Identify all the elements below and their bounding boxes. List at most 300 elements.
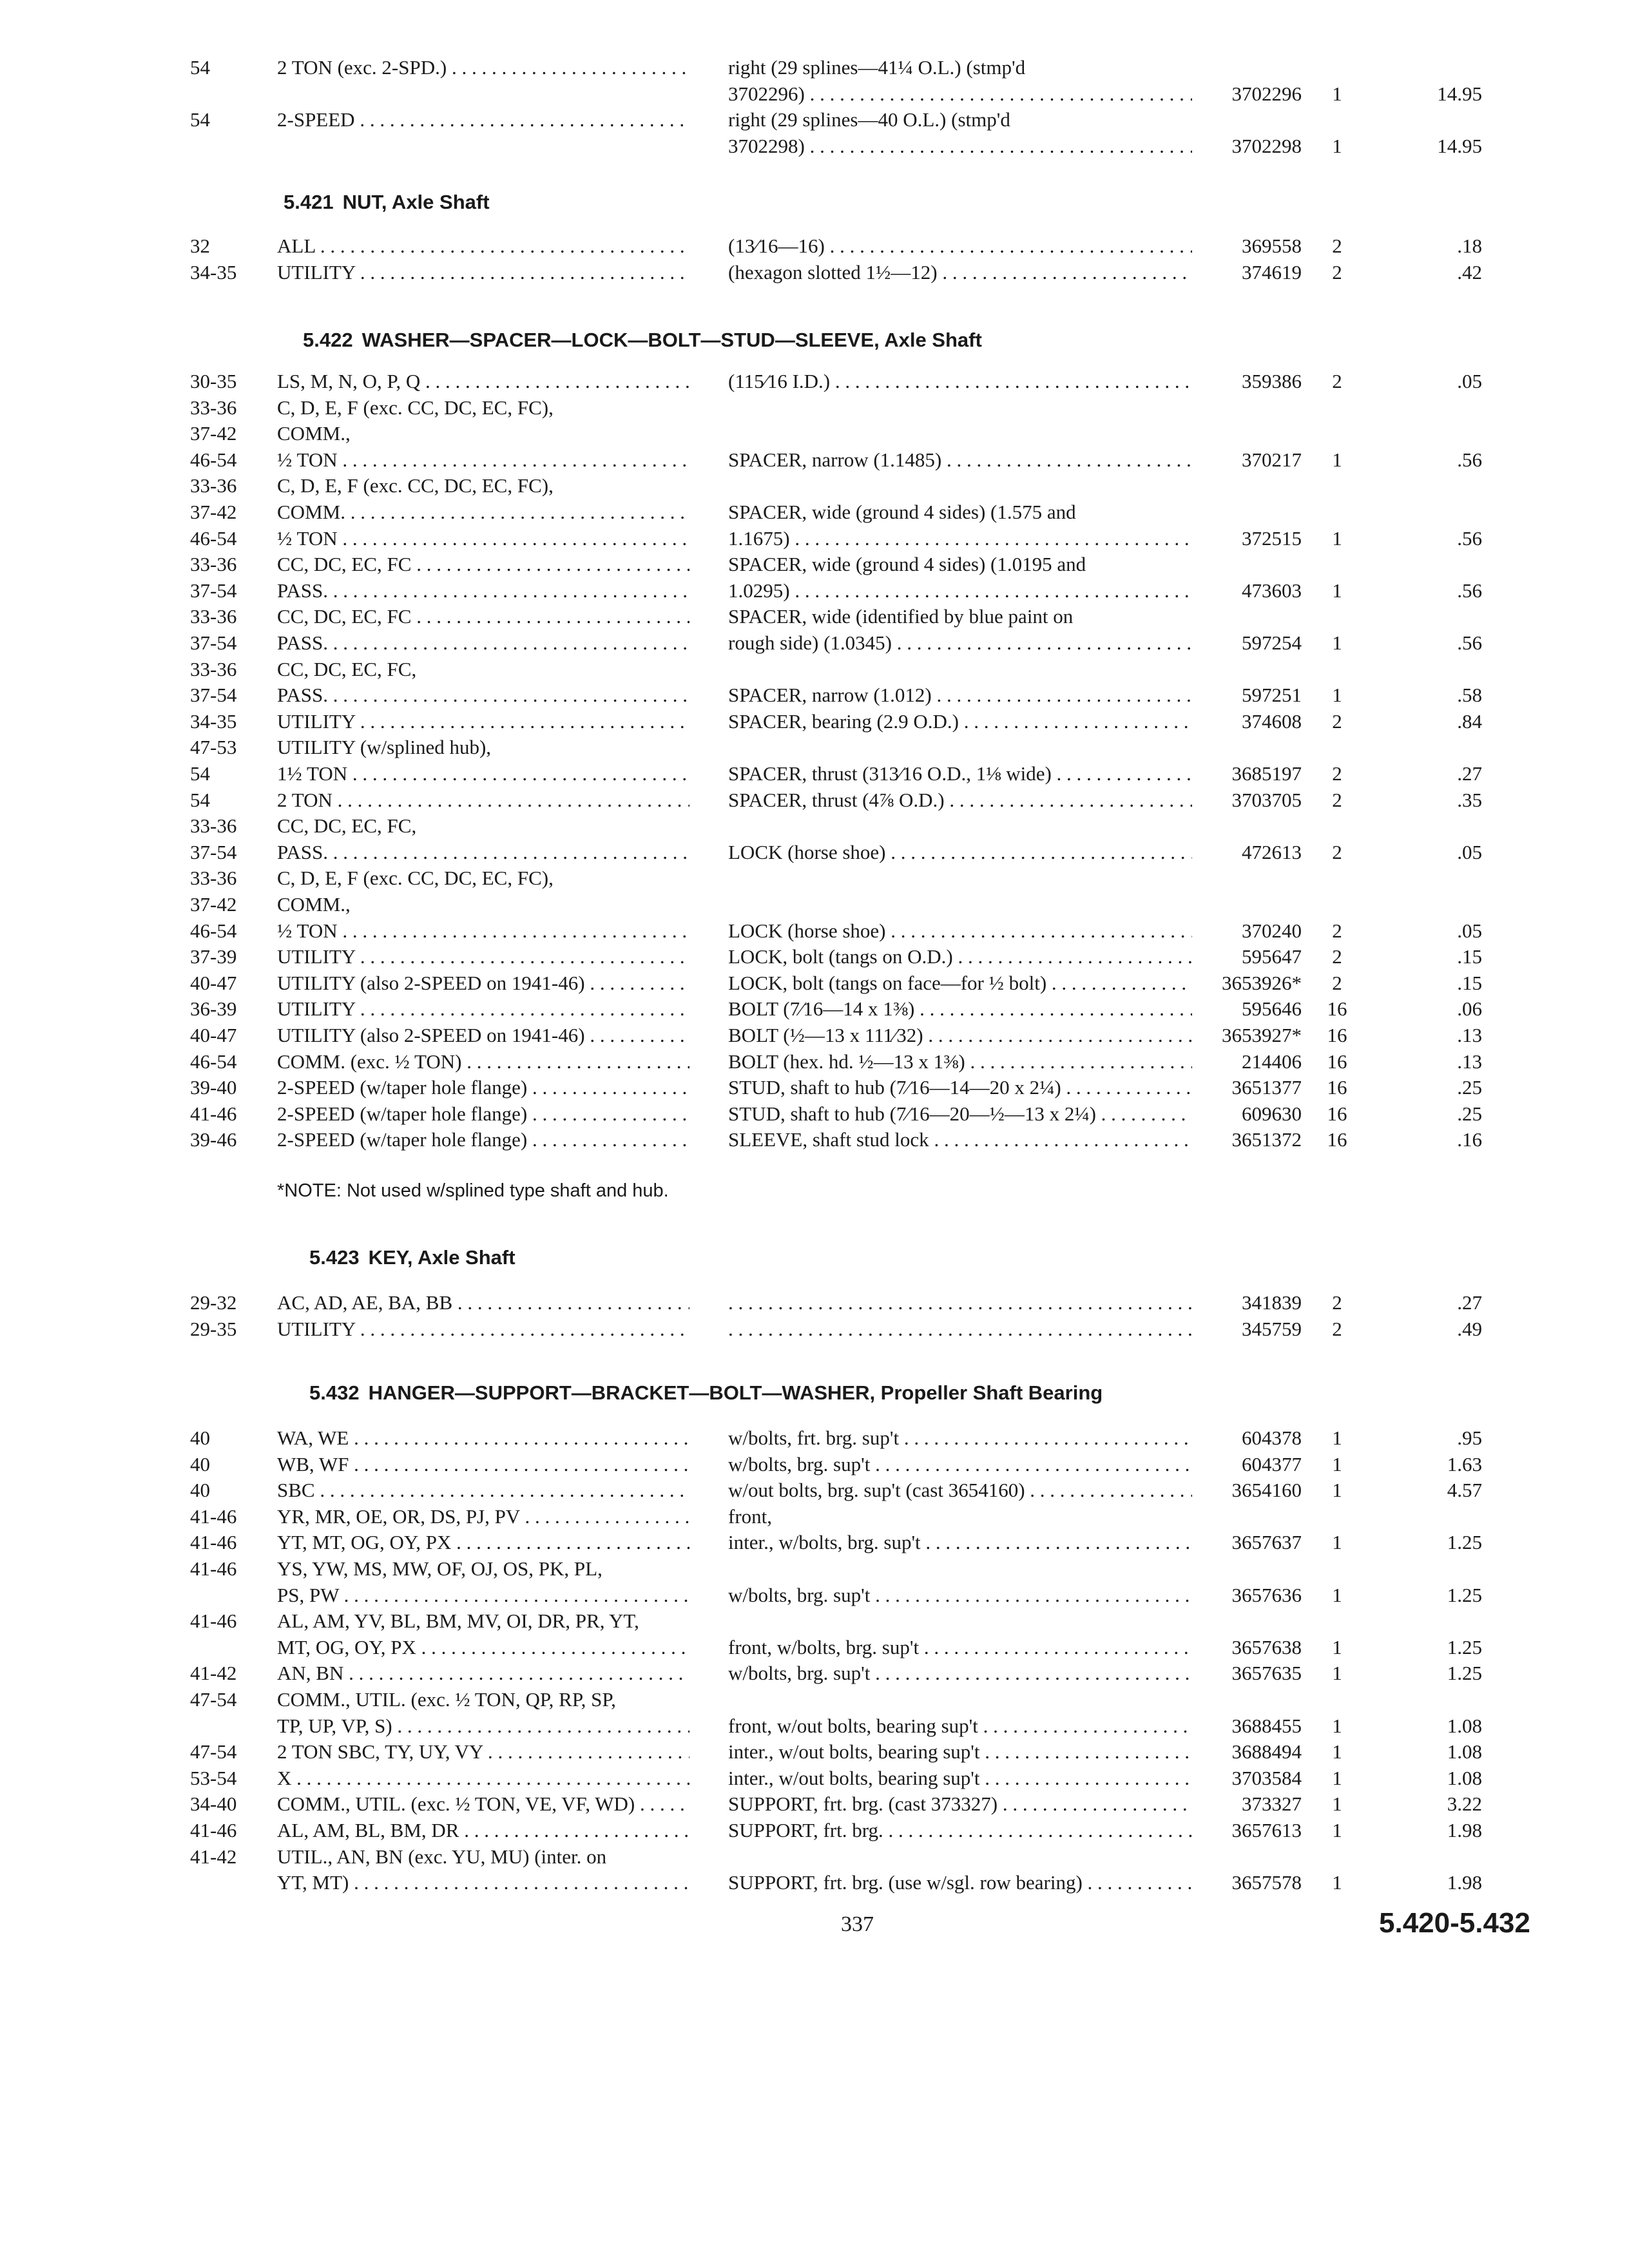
row-quantity: 1 (1332, 684, 1342, 707)
row-quantity: 2 (1332, 370, 1342, 392)
row-years: 41-42 (190, 1845, 237, 1868)
row-price: 14.95 (1437, 134, 1482, 157)
row-part-number: 3657613 (1231, 1819, 1302, 1841)
row-description: w/out bolts, brg. sup't (cast 3654160) . . . (728, 1477, 1192, 1503)
row-part-number: 3688494 (1231, 1740, 1302, 1763)
row-description: SPACER, bearing (2.9 O.D.) . . . (728, 709, 1192, 735)
table-row (0, 996, 1629, 1022)
row-part-number: 359386 (1242, 370, 1302, 392)
row-description: SLEEVE, shaft stud lock . . . (728, 1127, 1192, 1153)
row-part-number: 597254 (1242, 631, 1302, 654)
row-part-number: 3688455 (1231, 1714, 1302, 1737)
row-part-number: 472613 (1242, 840, 1302, 863)
section-heading-5-422 (303, 326, 982, 354)
row-quantity: 1 (1332, 579, 1342, 602)
row-models: ½ TON . . . (277, 526, 689, 552)
row-price: .13 (1457, 1024, 1482, 1046)
row-description: w/bolts, brg. sup't . . . (728, 1660, 1192, 1686)
row-part-number: 374608 (1242, 709, 1302, 733)
table-row (0, 892, 1629, 918)
row-price: .84 (1457, 709, 1482, 733)
row-models: PASS. . . . (277, 682, 689, 708)
row-description: front, w/out bolts, bearing sup't . . . (728, 1713, 1192, 1739)
row-models: CC, DC, EC, FC . . . (277, 604, 689, 629)
row-models: COMM., UTIL. (exc. ½ TON, QP, RP, SP, (277, 1688, 616, 1711)
table-row (0, 1530, 1629, 1555)
table-row (0, 1101, 1629, 1127)
row-years: 53-54 (190, 1766, 237, 1789)
row-quantity: 1 (1332, 1871, 1342, 1894)
row-quantity: 1 (1332, 1452, 1342, 1475)
row-quantity: 1 (1332, 1792, 1342, 1816)
table-row (0, 1075, 1629, 1100)
row-years: 29-32 (190, 1291, 237, 1314)
row-models: C, D, E, F (exc. CC, DC, EC, FC), (277, 867, 554, 890)
table-row (0, 709, 1629, 735)
row-models: CC, DC, EC, FC, (277, 657, 417, 680)
row-price: 1.98 (1447, 1819, 1482, 1841)
row-price: .16 (1457, 1128, 1482, 1151)
row-years: 33-36 (190, 657, 237, 680)
row-models: UTILITY (also 2-SPEED on 1941-46) . . . (277, 970, 689, 996)
row-description: STUD, shaft to hub (7⁄16—20—½—13 x 2¼) . . . (728, 1101, 1192, 1127)
row-models: COMM. . . . (277, 499, 689, 525)
row-years: 30-35 (190, 370, 237, 392)
table-row (0, 1713, 1629, 1739)
row-part-number: 3657578 (1231, 1871, 1302, 1894)
row-quantity: 1 (1332, 1766, 1342, 1789)
row-part-number: 3702296 (1231, 82, 1302, 105)
row-part-number: 3654160 (1231, 1479, 1302, 1502)
table-row (0, 369, 1629, 394)
row-description: STUD, shaft to hub (7⁄16—14—20 x 2¼) . . . (728, 1075, 1192, 1100)
row-quantity: 2 (1332, 945, 1342, 968)
row-part-number: 473603 (1242, 579, 1302, 602)
table-row (0, 1765, 1629, 1791)
row-description: right (29 splines—41¼ O.L.) (stmp'd (728, 56, 1026, 79)
row-description: w/bolts, frt. brg. sup't . . . (728, 1425, 1192, 1451)
section-heading-5-423 (309, 1244, 516, 1272)
row-part-number: 3657638 (1231, 1635, 1302, 1658)
row-part-number: 3651377 (1231, 1076, 1302, 1099)
table-row (0, 81, 1629, 107)
table-row (0, 1582, 1629, 1608)
table-row (0, 1635, 1629, 1660)
row-price: 1.25 (1447, 1635, 1482, 1658)
row-price: .56 (1457, 631, 1482, 654)
row-part-number: 370240 (1242, 919, 1302, 942)
row-part-number: 341839 (1242, 1291, 1302, 1314)
row-models: 2-SPEED (w/taper hole flange) . . . (277, 1127, 689, 1153)
row-years: 33-36 (190, 553, 237, 576)
row-description: front, w/bolts, brg. sup't . . . (728, 1635, 1192, 1660)
row-models: C, D, E, F (exc. CC, DC, EC, FC), (277, 474, 554, 497)
row-models: UTILITY . . . (277, 1316, 689, 1342)
row-models: WA, WE . . . (277, 1425, 689, 1451)
row-description: SUPPORT, frt. brg. (cast 373327) . . . (728, 1791, 1192, 1817)
row-price: .06 (1457, 997, 1482, 1021)
row-models: X . . . (277, 1765, 689, 1791)
row-description: SUPPORT, frt. brg. (use w/sgl. row bearing) . . . (728, 1870, 1192, 1896)
row-price: .18 (1457, 235, 1482, 257)
row-quantity: 1 (1332, 1819, 1342, 1841)
row-price: .56 (1457, 448, 1482, 471)
row-models: COMM., (277, 422, 351, 445)
section-title: WASHER—SPACER—LOCK—BOLT—STUD—SLEEVE, Axle Shaft (361, 329, 982, 351)
row-price: .25 (1457, 1076, 1482, 1099)
row-quantity: 1 (1332, 1583, 1342, 1606)
row-models: 2-SPEED (w/taper hole flange) . . . (277, 1101, 689, 1127)
row-part-number: 3657637 (1231, 1531, 1302, 1554)
row-part-number: 595646 (1242, 997, 1302, 1021)
row-part-number: 3703584 (1231, 1766, 1302, 1789)
row-years: 33-36 (190, 474, 237, 497)
table-row (0, 1687, 1629, 1713)
row-models: COMM., UTIL. (exc. ½ TON, VE, VF, WD) . . . (277, 1791, 689, 1817)
row-models: C, D, E, F (exc. CC, DC, EC, FC), (277, 396, 554, 419)
row-years: 41-46 (190, 1557, 237, 1580)
row-price: .35 (1457, 788, 1482, 811)
table-row (0, 735, 1629, 760)
section-heading-5-432 (309, 1379, 1103, 1407)
row-models: UTILITY . . . (277, 996, 689, 1022)
table-row (0, 604, 1629, 629)
row-quantity: 2 (1332, 788, 1342, 811)
table-row (0, 107, 1629, 133)
row-description: BOLT (7⁄16—14 x 1⅜) . . . (728, 996, 1192, 1022)
row-description: (115⁄16 I.D.) . . . (728, 369, 1192, 394)
row-models: ALL . . . (277, 233, 689, 259)
row-description: LOCK (horse shoe) . . . (728, 918, 1192, 944)
row-part-number: 214406 (1242, 1050, 1302, 1073)
row-quantity: 1 (1332, 1479, 1342, 1502)
row-models: AC, AD, AE, BA, BB . . . (277, 1290, 689, 1316)
row-price: .49 (1457, 1317, 1482, 1340)
row-years: 40-47 (190, 971, 237, 994)
row-years: 47-54 (190, 1740, 237, 1763)
row-years: 41-46 (190, 1531, 237, 1554)
table-row (0, 1818, 1629, 1843)
row-quantity: 2 (1332, 762, 1342, 785)
row-part-number: 3653926* (1222, 971, 1302, 994)
row-price: .13 (1457, 1050, 1482, 1073)
row-models: YR, MR, OE, OR, DS, PJ, PV . . . (277, 1504, 689, 1530)
table-row (0, 1504, 1629, 1530)
table-row (0, 1870, 1629, 1896)
row-description: SPACER, narrow (1.012) . . . (728, 682, 1192, 708)
row-quantity: 16 (1327, 1102, 1347, 1125)
row-years: 41-46 (190, 1102, 237, 1125)
row-description: LOCK, bolt (tangs on face—for ½ bolt) . . . (728, 970, 1192, 996)
row-quantity: 1 (1332, 631, 1342, 654)
row-part-number: 374619 (1242, 260, 1302, 284)
row-description: SPACER, wide (identified by blue paint on (728, 605, 1074, 628)
row-models: AL, AM, YV, BL, BM, MV, OI, DR, PR, YT, (277, 1610, 639, 1633)
table-row (0, 526, 1629, 552)
row-price: 1.08 (1447, 1766, 1482, 1789)
table-row (0, 1290, 1629, 1316)
section-number: 5.432 (309, 1381, 360, 1404)
section-title: NUT, Axle Shaft (342, 191, 490, 213)
row-models: ½ TON . . . (277, 918, 689, 944)
row-years: 46-54 (190, 919, 237, 942)
row-price: .58 (1457, 684, 1482, 707)
row-price: .42 (1457, 260, 1482, 284)
row-description: SUPPORT, frt. brg. . . . (728, 1818, 1192, 1843)
row-models: AN, BN . . . (277, 1660, 689, 1686)
section-title: KEY, Axle Shaft (368, 1246, 516, 1269)
table-row (0, 970, 1629, 996)
row-price: .05 (1457, 370, 1482, 392)
row-description: (13⁄16—16) . . . (728, 233, 1192, 259)
row-models: TP, UP, VP, S) . . . (277, 1713, 689, 1739)
row-price: .25 (1457, 1102, 1482, 1125)
row-description: inter., w/out bolts, bearing sup't . . . (728, 1739, 1192, 1765)
table-row (0, 1316, 1629, 1342)
row-years: 37-54 (190, 631, 237, 654)
table-row (0, 1477, 1629, 1503)
row-description: LOCK (horse shoe) . . . (728, 840, 1192, 865)
table-row (0, 1844, 1629, 1870)
row-years: 46-54 (190, 448, 237, 471)
row-part-number: 373327 (1242, 1792, 1302, 1816)
row-description: inter., w/bolts, brg. sup't . . . (728, 1530, 1192, 1555)
row-part-number: 609630 (1242, 1102, 1302, 1125)
row-years: 47-53 (190, 736, 237, 759)
row-years: 33-36 (190, 867, 237, 890)
section-number: 5.421 (284, 191, 334, 213)
table-row (0, 447, 1629, 473)
row-models: WB, WF . . . (277, 1452, 689, 1477)
table-row (0, 630, 1629, 656)
row-description: rough side) (1.0345) . . . (728, 630, 1192, 656)
row-price: .27 (1457, 762, 1482, 785)
row-quantity: 1 (1332, 134, 1342, 157)
row-price: 1.25 (1447, 1531, 1482, 1554)
row-part-number: 370217 (1242, 448, 1302, 471)
row-years: 37-42 (190, 893, 237, 916)
row-years: 32 (190, 235, 210, 257)
row-price: .05 (1457, 919, 1482, 942)
row-part-number: 372515 (1242, 526, 1302, 550)
row-quantity: 1 (1332, 1531, 1342, 1554)
row-part-number: 3657636 (1231, 1583, 1302, 1606)
row-years: 37-54 (190, 684, 237, 707)
row-description: SPACER, wide (ground 4 sides) (1.0195 and (728, 553, 1086, 576)
table-row (0, 1660, 1629, 1686)
table-row (0, 918, 1629, 944)
row-price: .95 (1457, 1427, 1482, 1449)
row-part-number: 604377 (1242, 1452, 1302, 1475)
row-models: YT, MT) . . . (277, 1870, 689, 1896)
table-row (0, 1127, 1629, 1153)
row-models: PS, PW . . . (277, 1582, 689, 1608)
row-quantity: 16 (1327, 1024, 1347, 1046)
row-years: 54 (190, 108, 210, 131)
row-models: UTILITY (w/splined hub), (277, 736, 492, 759)
row-description: 1.1675) . . . (728, 526, 1192, 552)
row-quantity: 2 (1332, 971, 1342, 994)
section-range: 5.420-5.432 (1379, 1907, 1530, 1939)
row-years: 54 (190, 56, 210, 79)
row-description (728, 1290, 1192, 1316)
row-description: front, (728, 1504, 773, 1528)
row-quantity: 2 (1332, 1291, 1342, 1314)
row-description: (hexagon slotted 1½—12) . . . (728, 260, 1192, 285)
row-models: UTILITY . . . (277, 944, 689, 970)
row-description: SPACER, thrust (4⅞ O.D.) . . . (728, 787, 1192, 813)
row-price: .27 (1457, 1291, 1482, 1314)
footnote: *NOTE: Not used w/splined type shaft and hub. (277, 1180, 669, 1201)
row-models: 2-SPEED . . . (277, 107, 689, 133)
table-row (0, 1023, 1629, 1048)
section-number: 5.422 (303, 329, 353, 351)
row-quantity: 1 (1332, 1662, 1342, 1685)
table-row (0, 682, 1629, 708)
row-price: 1.08 (1447, 1714, 1482, 1737)
row-years: 41-46 (190, 1504, 237, 1528)
row-description: SPACER, wide (ground 4 sides) (1.575 and (728, 501, 1076, 523)
section-number: 5.423 (309, 1246, 360, 1269)
row-quantity: 1 (1332, 1427, 1342, 1449)
table-row (0, 657, 1629, 682)
row-description: 3702296) . . . (728, 81, 1192, 107)
row-price: 1.08 (1447, 1740, 1482, 1763)
row-description: right (29 splines—40 O.L.) (stmp'd (728, 108, 1010, 131)
table-row (0, 840, 1629, 865)
row-quantity: 1 (1332, 448, 1342, 471)
row-years: 41-46 (190, 1610, 237, 1633)
table-row (0, 865, 1629, 891)
row-models: 2-SPEED (w/taper hole flange) . . . (277, 1075, 689, 1100)
row-price: 14.95 (1437, 82, 1482, 105)
row-years: 47-54 (190, 1688, 237, 1711)
row-part-number: 3653927* (1222, 1024, 1302, 1046)
table-row (0, 133, 1629, 159)
row-price: 1.63 (1447, 1452, 1482, 1475)
row-models: UTILITY . . . (277, 260, 689, 285)
row-quantity: 16 (1327, 1128, 1347, 1151)
row-years: 34-35 (190, 709, 237, 733)
row-price: 1.98 (1447, 1871, 1482, 1894)
row-price: .15 (1457, 945, 1482, 968)
row-models: CC, DC, EC, FC . . . (277, 552, 689, 577)
row-description: 3702298) . . . (728, 133, 1192, 159)
row-description: 1.0295) . . . (728, 578, 1192, 604)
row-quantity: 2 (1332, 919, 1342, 942)
row-years: 37-54 (190, 840, 237, 863)
row-years: 34-40 (190, 1792, 237, 1816)
row-models: 2 TON SBC, TY, UY, VY . . . (277, 1739, 689, 1765)
row-part-number: 3657635 (1231, 1662, 1302, 1685)
table-row (0, 1452, 1629, 1477)
table-row (0, 1049, 1629, 1075)
row-years: 37-54 (190, 579, 237, 602)
row-years: 54 (190, 788, 210, 811)
row-models: PASS. . . . (277, 630, 689, 656)
row-years: 37-42 (190, 422, 237, 445)
row-years: 33-36 (190, 396, 237, 419)
row-models: AL, AM, BL, BM, DR . . . (277, 1818, 689, 1843)
table-row (0, 578, 1629, 604)
row-models: PASS. . . . (277, 840, 689, 865)
table-row (0, 260, 1629, 285)
row-quantity: 16 (1327, 1050, 1347, 1073)
row-models: 2 TON . . . (277, 787, 689, 813)
row-years: 33-36 (190, 814, 237, 838)
row-years: 39-46 (190, 1128, 237, 1151)
row-description: LOCK, bolt (tangs on O.D.) . . . (728, 944, 1192, 970)
row-price: 1.25 (1447, 1662, 1482, 1685)
table-row (0, 944, 1629, 970)
row-description: w/bolts, brg. sup't . . . (728, 1582, 1192, 1608)
table-row (0, 761, 1629, 787)
row-years: 54 (190, 762, 210, 785)
row-quantity: 2 (1332, 1317, 1342, 1340)
row-models: CC, DC, EC, FC, (277, 814, 417, 838)
table-row (0, 473, 1629, 499)
row-price: .15 (1457, 971, 1482, 994)
row-price: 1.25 (1447, 1583, 1482, 1606)
table-row (0, 395, 1629, 421)
row-years: 34-35 (190, 260, 237, 284)
row-part-number: 3703705 (1231, 788, 1302, 811)
table-row (0, 552, 1629, 577)
page-number: 337 (841, 1912, 874, 1936)
row-models: UTILITY (also 2-SPEED on 1941-46) . . . (277, 1023, 689, 1048)
row-description: BOLT (hex. hd. ½—13 x 1⅜) . . . (728, 1049, 1192, 1075)
row-description: BOLT (½—13 x 111⁄32) . . . (728, 1023, 1192, 1048)
row-years: 37-39 (190, 945, 237, 968)
table-row (0, 233, 1629, 259)
row-part-number: 595647 (1242, 945, 1302, 968)
row-quantity: 2 (1332, 840, 1342, 863)
row-price: 3.22 (1447, 1792, 1482, 1816)
row-part-number: 369558 (1242, 235, 1302, 257)
row-years: 46-54 (190, 526, 237, 550)
table-row (0, 499, 1629, 525)
row-models: 1½ TON . . . (277, 761, 689, 787)
row-part-number: 345759 (1242, 1317, 1302, 1340)
row-models: UTIL., AN, BN (exc. YU, MU) (inter. on (277, 1845, 607, 1868)
row-models: COMM., (277, 893, 351, 916)
row-years: 40 (190, 1452, 210, 1475)
row-quantity: 16 (1327, 997, 1347, 1021)
row-years: 39-40 (190, 1076, 237, 1099)
row-models: MT, OG, OY, PX . . . (277, 1635, 689, 1660)
row-models: UTILITY . . . (277, 709, 689, 735)
row-years: 41-46 (190, 1819, 237, 1841)
table-row (0, 421, 1629, 447)
table-row (0, 1791, 1629, 1817)
row-years: 36-39 (190, 997, 237, 1021)
row-years: 41-42 (190, 1662, 237, 1685)
row-years: 40 (190, 1427, 210, 1449)
section-title: HANGER—SUPPORT—BRACKET—BOLT—WASHER, Propeller Shaft Bearing (368, 1381, 1103, 1404)
row-description: w/bolts, brg. sup't . . . (728, 1452, 1192, 1477)
table-row (0, 787, 1629, 813)
row-price: .56 (1457, 579, 1482, 602)
row-models: PASS. . . . (277, 578, 689, 604)
row-quantity: 2 (1332, 709, 1342, 733)
row-years: 46-54 (190, 1050, 237, 1073)
row-years: 37-42 (190, 501, 237, 523)
table-row (0, 1425, 1629, 1451)
row-quantity: 1 (1332, 1714, 1342, 1737)
row-price: .56 (1457, 526, 1482, 550)
row-models: ½ TON . . . (277, 447, 689, 473)
table-row (0, 1556, 1629, 1582)
